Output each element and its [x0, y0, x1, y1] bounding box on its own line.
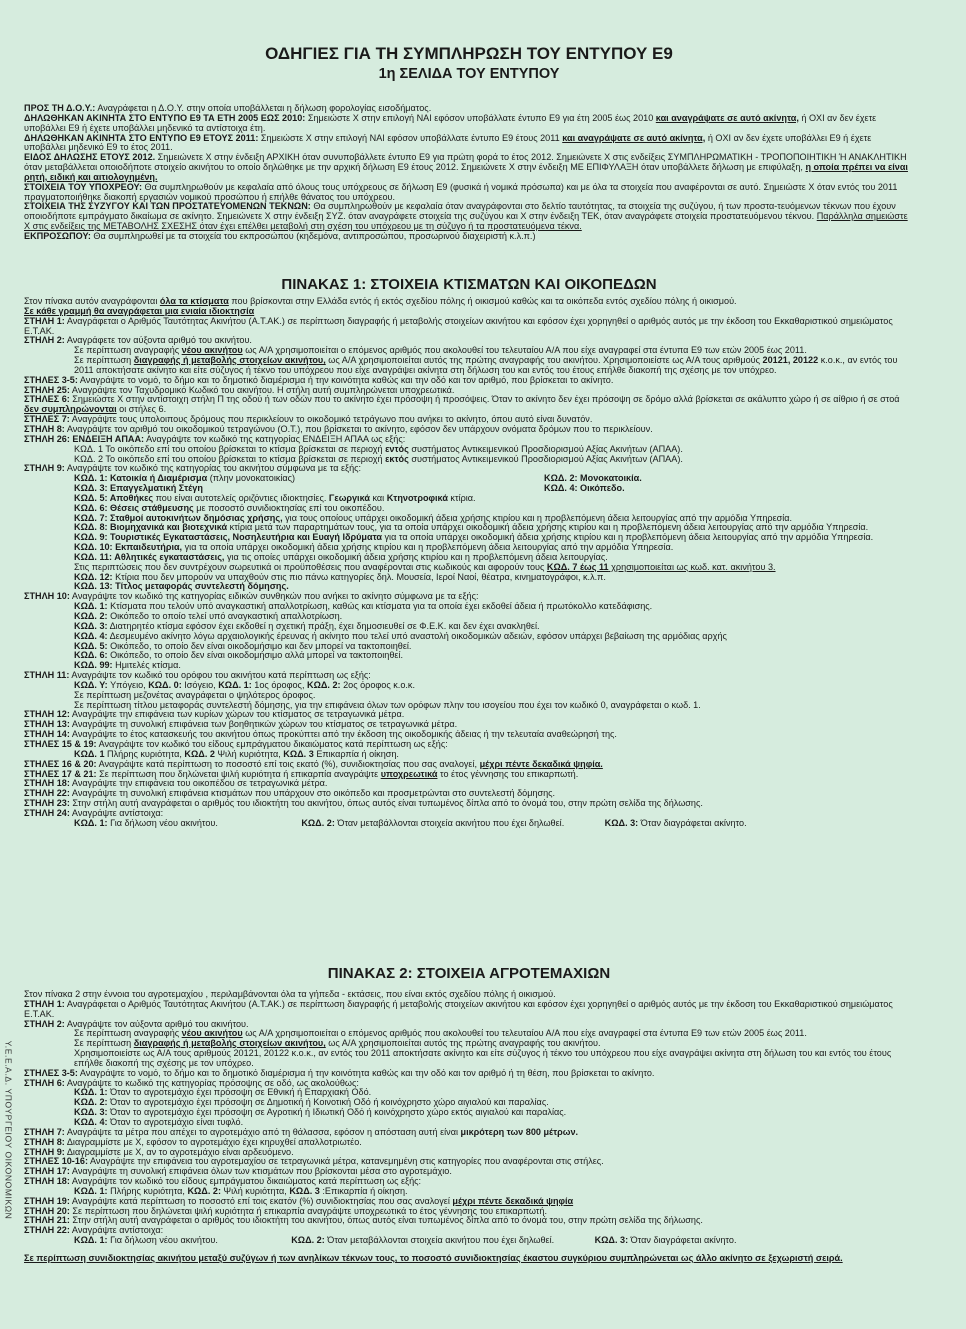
representative-paragraph [24, 232, 914, 242]
t1-col8-label: ΣΤΗΛΗ 8: [24, 423, 65, 434]
t1-col3-label: ΣΤΗΛΕΣ 3-5: [24, 374, 78, 385]
t1-col26-k2-text: ΚΩΔ. 2 Το οικόπεδο επί του οποίου βρίσκεται το κτίσμα βρίσκεται σε περιοχή [74, 453, 386, 464]
t1-k4: ΚΩΔ. 4: Οικόπεδο. [544, 483, 625, 494]
t1-actions [24, 819, 914, 829]
declared-2005-label: ΔΗΛΩΘΗΚΑΝ ΑΚΙΝΗΤΑ ΣΤΟ ΕΝΤΥΠΟ Ε9 ΤΑ ΕΤΗ 2005 ΕΩΣ 2010: [24, 112, 306, 123]
table1-intro-a: Στον πίνακα αυτόν αναγράφονται [24, 296, 160, 306]
t2-f1-label: ΚΩΔ. 1: [74, 1087, 108, 1098]
t1-col10-text: Αναγράψτε τον κωδικό της κατηγορίας ειδικών συνθηκών που ανήκει το ακίνητο σύμφωνα με τα εξής: [69, 591, 479, 602]
t2-right-usufruct-text: :Επικαρπία ή οίκηση. [319, 1185, 408, 1196]
declared-2005-paragraph [24, 114, 914, 134]
t2-col2-del-c: Χρησιμοποιείστε ως Α/Α τους αριθμούς 20121, 20122 κ.ο.κ., αν εντός του 2011 αποκτήσατε ακίνητο και είτε σύζυγος ή τέκνο του υπόχρεου που είχε αναγράψει ακίνητα στη δήλωση του και εντός του έτους επήλθε διακοπή της σχέσης με τον υπόχρεο. [74, 1048, 892, 1068]
t1-k1-note: (πλην μονοκατοικίας) [207, 473, 296, 484]
table1-intro-b: που βρίσκονται στην Ελλάδα εντός ή εκτός σχεδίου πόλης ή οικισμού καθώς και τα οικόπεδα εντός σχεδίου πόλης ή οικισμού. [228, 296, 737, 306]
t1-col26-k1-emphasis: εντός [385, 443, 409, 454]
t1-col16-text: Αναγράψτε κατά περίπτωση το ποσοστό επί τοις εκατό (%), συνιδιοκτησίας που σας αναλογεί, [96, 758, 480, 769]
t2-right-full-label: ΚΩΔ. 1: [74, 1185, 108, 1196]
t1-col1-text: Αναγράφεται ο Αριθμός Ταυτότητας Ακινήτου (Α.Τ.ΑΚ.) σε περίπτωση διαγραφής ή μεταβολής στοιχείων ακινήτου και εφόσον έχει χορηγηθεί ο αριθμός αυτός με την έκδοση του Εκκαθαριστικού σημειώματος Ε.Τ.ΑΚ. [24, 315, 893, 336]
t1-k5-emphasis-2: Κτηνοτροφικά [386, 492, 448, 503]
t1-s2-label: ΚΩΔ. 2: [74, 611, 108, 621]
t1-s99-label: ΚΩΔ. 99: [74, 660, 113, 671]
t1-action-change-label: ΚΩΔ. 2: [301, 817, 335, 828]
t2-col2-del-a: Σε περίπτωση [74, 1038, 134, 1049]
subject-paragraph [24, 183, 914, 203]
t1-k5-label: ΚΩΔ. 5: Αποθήκες [74, 492, 154, 503]
t1-col1 [24, 317, 914, 337]
subject-label: ΣΤΟΙΧΕΙΑ ΤΟΥ ΥΠΟΧΡΕΟΥ: [24, 181, 142, 192]
t1-floor-second-label: ΚΩΔ. 2: [307, 679, 341, 690]
t2-col2-new-emphasis: νέου ακινήτου [181, 1028, 243, 1039]
table2-section [24, 990, 914, 1264]
t2-col21-label: ΣΤΗΛΗ 21: [24, 1215, 70, 1226]
t1-col2-del [24, 356, 914, 376]
page-subtitle: 1η ΣΕΛΙΔΑ ΤΟΥ ΕΝΤΥΠΟΥ [378, 66, 560, 82]
t2-col1 [24, 1000, 914, 1020]
t1-right-full-text: Πλήρης κυριότητα, [104, 748, 185, 759]
declaration-type-emphasis: η οποία πρέπει να είναι ρητή, ειδική και αιτιολογημένη. [24, 162, 908, 182]
t2-col1-label: ΣΤΗΛΗ 1: [24, 998, 65, 1009]
t1-k5-text: που είναι αυτοτελείς οριζόντιες ιδιοκτησίες. [153, 492, 329, 503]
t1-action-new-label: ΚΩΔ. 1: [74, 817, 108, 828]
declaration-type-text: Σημειώνετε Χ στην ένδειξη ΑΡΧΙΚΗ όταν συνυποβάλλετε έντυπο Ε9 για πρώτη φορά το έτος 2012. Σημειώνετε Χ στις ενδείξεις ΣΥΜΠΛΗΡΩΜΑΤΙΚΗ - ΤΡΟΠΟΠΟΙΗΤΙΚΗ Ή ΑΝΑΚΛΗΤΙΚΗ όταν μεταβάλλεται οποιοδήποτε στοιχείο ακινήτου το οποίο δηλώθηκε με την αρχική δήλωση Ε9 έτους 2012. Σημειώνετε Χ στην ένδειξη ΜΕ ΕΠΙΦΥΛΑΞΗ όταν υποβάλλετε δήλωση με επιφύλαξη, [24, 152, 907, 173]
t1-col24-text: Αναγράψτε αντίστοιχα: [69, 807, 164, 818]
t2-f2-text: Όταν το αγροτεμάχιο έχει πρόσοψη σε Δημοτική ή Κοινοτική Οδό ή κοινόχρηστο χώρο αιγιαλού και παραλίας. [107, 1097, 549, 1108]
spouse-label: ΣΤΟΙΧΕΙΑ ΤΗΣ ΣΥΖΥΓΟΥ ΚΑΙ ΤΩΝ ΠΡΟΣΤΑΤΕΥΟΜΕΝΩΝ ΤΕΚΝΩΝ: [24, 201, 311, 212]
t1-col2-new-b: ως Α/Α χρησιμοποιείται ο επόμενος αριθμός που ακολουθεί του τελευταίου Α/Α που είχε αναγραφεί στα έντυπα Ε9 των ετών 2005 έως 2011. [242, 345, 807, 356]
t1-s6-label: ΚΩΔ. 6: [74, 650, 108, 661]
t1-col7-label: ΣΤΗΛΕΣ 7: [24, 414, 70, 425]
t2-col7-label: ΣΤΗΛΗ 7: [24, 1126, 65, 1137]
t1-col17-text: Σε περίπτωση που δηλώνεται ψιλή κυριότητα ή επικαρπία αναγράψτε [96, 768, 381, 779]
t1-col26-k1-text: ΚΩΔ. 1 Το οικόπεδο επί του οποίου βρίσκεται το κτίσμα βρίσκεται σε περιοχή [74, 443, 386, 454]
declared-2005-emphasis: και αναγράψατε σε αυτό ακίνητα, [655, 112, 799, 123]
t1-col26-text: Αναγράψτε τον κωδικό της κατηγορίας ΕΝΔΕΙΞΗ ΑΠΑΑ ως εξής: [144, 433, 406, 444]
t1-k12-text: Κτίρια που δεν μπορούν να υπαχθούν στις πιο πάνω κατηγορίες δηλ. Μουσεία, Ιεροί Ναοί, θέατρα, κινηματογράφοι, κ.λ.π. [112, 571, 606, 582]
t1-col16-emphasis: μέχρι πέντε δεκαδικά ψηφία. [479, 758, 603, 769]
t2-col22-label: ΣΤΗΛΗ 22: [24, 1225, 70, 1236]
t1-col6-tail: οι στήλες 6. [116, 404, 167, 415]
t1-col26-k2-tail: συστήματος Αντικειμενικού Προσδιορισμού Αξίας Ακινήτων (ΑΠΑΑ). [408, 453, 683, 464]
t1-col10-label: ΣΤΗΛΗ 10: [24, 591, 70, 602]
declared-2011-paragraph [24, 134, 914, 154]
t1-k5-emphasis: Γεωργικά [328, 492, 370, 503]
t2-col20-text: Σε περίπτωση που δηλώνεται ψιλή κυριότητα ή επικαρπία αναγράψτε υποχρεωτικά το έτος γέννησης του επικαρπωτή. [69, 1205, 547, 1216]
t1-k9-label: ΚΩΔ. 9: Τουριστικές Εγκαταστάσεις, Νοσηλευτήρια και Ευαγή Ιδρύματα [74, 532, 382, 543]
t2-col22-text: Αναγράψτε αντίστοιχα: [69, 1225, 164, 1236]
t1-right-usufruct-text: Επικαρπία ή οίκηση. [313, 748, 399, 759]
t2-col19-text: Αναγράψτε κατά περίπτωση το ποσοστό επί τοις εκατόν (%) συνιδιοκτησίας που σας αναλογεί [69, 1195, 453, 1206]
t1-floor-basement-label: ΚΩΔ. Υ: [74, 679, 108, 690]
instructions-page [24, 0, 920, 1329]
t1-k1: ΚΩΔ. 1: Κατοικία ή Διαμέρισμα [74, 473, 208, 484]
t1-col17-tail: το έτος γέννησης του επικαρπωτή. [437, 768, 579, 779]
t1-right-full-label: ΚΩΔ. 1 [74, 748, 105, 759]
t2-action-delete-text: Όταν διαγράφεται ακίνητο. [628, 1235, 737, 1246]
representative-label: ΕΚΠΡΟΣΩΠΟΥ: [24, 230, 91, 241]
t1-k6-text: με ποσοστό συνιδιοκτησίας επί του οικοπέδου. [193, 502, 385, 513]
t2-col10-label: ΣΤΗΛΕΣ 10-16: [24, 1156, 88, 1167]
t2-col17-text: Αναγράψτε τη συνολική επιφάνεια όλων των κτισμάτων που βρίσκονται μέσα στο αγροτεμάχιο. [69, 1166, 452, 1177]
t1-s5-label: ΚΩΔ. 5: [74, 640, 108, 651]
t1-col6-text: Σημειώστε Χ στην αντίστοιχη στήλη Π της οδού ή των οδών που το ακίνητο έχει πρόσοψη ή προσόψεις. Όταν το ακίνητο δεν έχει πρόσοψη σε δρόμο αλλά βρίσκεται σε ακάλυπτο χώρο ή σε αίθριο ή σε στοά [69, 394, 900, 405]
page-title: ΟΔΗΓΙΕΣ ΓΙΑ ΤΗ ΣΥΜΠΛΗΡΩΣΗ ΤΟΥ ΕΝΤΥΠΟΥ Ε9 [265, 44, 673, 63]
t2-f3-text: Όταν το αγροτεμάχιο έχει πρόσοψη σε Αγροτική ή Ιδιωτική Οδό ή κοινόχρηστο χώρο εκτός αιγιαλού και παραλίας. [107, 1107, 567, 1118]
t1-s2-text: Οικόπεδο το οποίο τελεί υπό αναγκαστική απαλλοτρίωση. [107, 611, 343, 621]
t1-floors-note-2: Σε περίπτωση τίτλου μεταφοράς συντελεστή δόμησης, για την επιφάνεια όλων των ορόφων πλην του ισογείου που έχει τον κωδικό 0, αναγράφεται ο κωδ. 1. [74, 699, 701, 710]
t1-col22-label: ΣΤΗΛΗ 22: [24, 788, 70, 799]
t1-k-note-emphasis: ΚΩΔ. 7 έως 11 [546, 561, 609, 572]
t1-k3: ΚΩΔ. 3: Επαγγελματική Στέγη [74, 483, 203, 494]
t1-k10-text: για τα οποία υπάρχει οικοδομική άδεια χρήσης κτιρίου και η προβλεπόμενη άδεια λειτουργίας από την αρμόδια Υπηρεσία. [182, 542, 674, 553]
t1-col2-del-a: Σε περίπτωση [74, 355, 134, 366]
t1-col2-new-emphasis: νέου ακινήτου [181, 345, 243, 356]
t1-col14-label: ΣΤΗΛΗ 14: [24, 729, 70, 740]
t1-col25-label: ΣΤΗΛΗ 25: [24, 384, 70, 395]
t1-col16-label: ΣΤΗΛΕΣ 16 & 20: [24, 758, 97, 769]
declaration-type-paragraph [24, 153, 914, 183]
side-caption [0, 960, 16, 1300]
t1-col11-label: ΣΤΗΛΗ 11: [24, 670, 70, 681]
table2-intro: Στον πίνακα 2 στην έννοια του αγροτεμαχίου , περιλαμβάνονται όλα τα γήπεδα - εκτάσεις, που είναι εκτός σχεδίου πόλης ή οικισμού. [24, 989, 556, 999]
t2-col19-emphasis: μέχρι πέντε δεκαδικά ψηφία [452, 1195, 574, 1206]
t2-f1-text: Όταν το αγροτεμάχιο έχει πρόσοψη σε Εθνική ή Επαρχιακή Οδό. [107, 1087, 372, 1098]
t1-k6-label: ΚΩΔ. 6: Θέσεις στάθμευσης [74, 502, 194, 513]
t2-col2-del-emphasis: διαγραφής ή μεταβολής στοιχείων ακινήτου, [133, 1038, 326, 1049]
t2-action-new-text: Για δήλωση νέου ακινήτου. [107, 1235, 218, 1246]
t1-col26-k2-emphasis: εκτός [385, 453, 409, 464]
t1-action-delete-label: ΚΩΔ. 3: [604, 817, 639, 828]
t1-col15-label: ΣΤΗΛΕΣ 15 & 19: [24, 738, 97, 749]
t1-col13-label: ΣΤΗΛΗ 13: [24, 719, 70, 730]
t1-right-bare-text: Ψιλή κυριότητα, [214, 748, 284, 759]
t2-col6-label: ΣΤΗΛΗ 6: [24, 1077, 65, 1088]
t1-k-note-a: Στις περιπτώσεις που δεν συντρέχουν σωρευτικά οι προϋποθέσεις που αναφέρονται στις κωδικούς και αφορούν τους [74, 561, 547, 572]
t1-floor-ground-text: Ισόγειο, [181, 679, 219, 690]
t2-action-change-text: Όταν μεταβάλλονται στοιχεία ακινήτου που έχει δηλωθεί. [324, 1235, 555, 1246]
t2-right-bare-text: Ψιλή κυριότητα, [221, 1185, 290, 1196]
t2-col7-emphasis: μικρότερη των 800 μέτρων. [460, 1126, 579, 1137]
t1-col7-text: Αναγράψτε τους υπολοιπους δρόμους που περικλείουν το οικοδομικό τετράγωνο που ανήκει το ακίνητο, όπου αυτό είναι δυνατόν. [69, 414, 593, 425]
t1-k10-label: ΚΩΔ. 10: Εκπαιδευτήρια, [74, 542, 183, 553]
declared-2011-tail: ή ΟΧΙ αν δεν έχετε υποβάλλει Ε9 ή έχετε υποβάλλει μηδενικό Ε9 το έτος 2011. [24, 132, 872, 153]
t2-f3-label: ΚΩΔ. 3: [74, 1107, 108, 1118]
t2-col3-text: Αναγράψτε το νομό, το δήμο και το δημοτικό διαμέρισμα ή την κοινότητα καθώς και την οδό και τον αριθμό ή τη θέση, που βρίσκεται το ακίνητο. [77, 1067, 655, 1078]
t1-col3-text: Αναγράψτε το νομό, το δήμο και το δημοτικό διαμέρισμα ή την κοινότητα καθώς και την οδό και τον αριθμό, που βρίσκεται το ακίνητο. [77, 374, 614, 385]
t1-col2-del-b: ως Α/Α χρησιμοποιείται αυτός της πρώτης αναγραφής του ακινήτου. Χρησιμοποιείστε ως Α/Α τους αριθμούς [325, 355, 763, 366]
t1-col9-label: ΣΤΗΛΗ 9: [24, 463, 65, 474]
t2-right-usufruct-label: ΚΩΔ. 3 [289, 1185, 320, 1196]
t1-k-note-b: χρησιμοποιείται ως κωδ. κατ. ακινήτου 3. [608, 561, 776, 572]
t2-right-bare-label: ΚΩΔ. 2: [187, 1185, 221, 1196]
t1-s4-label: ΚΩΔ. 4: [74, 630, 108, 641]
t1-col1-label: ΣΤΗΛΗ 1: [24, 315, 65, 326]
table1-title: ΠΙΝΑΚΑΣ 1: ΣΤΟΙΧΕΙΑ ΚΤΙΣΜΑΤΩΝ ΚΑΙ ΟΙΚΟΠΕΔΩΝ [281, 276, 657, 293]
t1-s1-text: Κτίσματα που τελούν υπό αναγκαστική απαλλοτρίωση, καθώς και κτίσματα για τα οποία έχει εκδοθεί άδεια ή πρωτόκολλο κατεδάφισης. [107, 601, 653, 612]
t1-col26-label: ΣΤΗΛΗ 26: ΕΝΔΕΙΞΗ ΑΠΑΑ: [24, 433, 145, 444]
t2-f2-label: ΚΩΔ. 2: [74, 1097, 108, 1108]
doy-label: ΠΡΟΣ ΤΗ Δ.Ο.Υ.: [24, 103, 96, 113]
t1-action-change-text: Όταν μεταβάλλονται στοιχεία ακινήτου που έχει δηλωθεί. [334, 817, 565, 828]
spouse-text: Θα συμπληρωθούν με κεφαλαία όταν αναγράφονται στο δελτίο ταυτότητας, τα στοιχεία της συζύγου, ή των προστα-τευόμενων τέκνων που έχουν οποιοδήποτε εμπράγματο δικαίωμα σε ακίνητο. Σημειώνετε Χ στην ένδειξη ΣΥΖ. όταν αναγράφετε στοιχεία της συζύγου και Χ στην ένδειξη ΤΕΚ, όταν αναγράφετε στοιχεία προστατευόμενου τέκνου. [24, 201, 896, 222]
t1-action-delete-text: Όταν διαγράφεται ακίνητο. [638, 817, 747, 828]
t2-col21-text: Στην στήλη αυτή αναγράφεται ο αριθμός του ιδιοκτήτη του ακινήτου, όπως αυτός είναι τυπωμένος δίπλα από το όνομά του, στην πρώτη σελίδα της δήλωσης. [69, 1215, 703, 1226]
t2-col2-del-b: ως Α/Α χρησιμοποιείται αυτός της πρώτης αναγραφής του ακινήτου. [325, 1038, 601, 1049]
declared-2011-text: Σημειώστε Χ στην επιλογή ΝΑΙ εφόσον υποβάλλατε έντυπο Ε9 έτους 2011 [258, 132, 563, 143]
t1-right-bare-label: ΚΩΔ. 2 [184, 748, 215, 759]
t1-col9-text: Αναγράψτε τον κωδικό της κατηγορίας του ακινήτου σύμφωνα με τα εξής: [64, 463, 362, 474]
t1-col6-emphasis: δεν συμπληρώνονται [24, 404, 117, 415]
declared-2011-label: ΔΗΛΩΘΗΚΑΝ ΑΚΙΝΗΤΑ ΣΤΟ ΕΝΤΥΠΟ Ε9 ΕΤΟΥΣ 2011: [24, 132, 259, 143]
t2-action-new-label: ΚΩΔ. 1: [74, 1235, 108, 1246]
t1-s3-text: Διατηρητέο κτίσμα εφόσον έχει εκδοθεί η σχετική πράξη, έχει δημοσιευθεί σε Φ.Ε.Κ. και δεν έχει ανακληθεί. [107, 620, 540, 631]
t2-col9-label: ΣΤΗΛΗ 9: [24, 1146, 65, 1157]
declared-2005-text: Σημειώστε Χ στην επιλογή ΝΑΙ εφόσον υποβάλλατε έντυπο Ε9 για έτη 2005 έως 2010 [305, 112, 656, 123]
t1-k11-label: ΚΩΔ. 11: Αθλητικές εγκαταστάσεις, [74, 551, 225, 562]
t1-s1-label: ΚΩΔ. 1: [74, 601, 108, 612]
side-caption-text: Υ.Ε.Ε.Α.Δ. ΥΠΟΥΡΓΕΙΟΥ ΟΙΚΟΝΟΜΙΚΩΝ [3, 1040, 13, 1220]
spouse-emphasis: Παράλληλα σημειώστε Χ στις ενδείξεις της ΜΕΤΑΒΟΛΗΣ ΣΧΕΣΗΣ όταν έχει επέλθει μεταβολή στη σχέση του υπόχρεου με τη σύζυγο ή τα προστατευόμενα τέκνα. [24, 211, 908, 232]
t2-col7-text: Αναγράψτε τα μέτρα που απέχει το αγροτεμάχιο από τη θάλασσα, εφόσον η απόσταση αυτή είναι [64, 1126, 461, 1137]
t1-floor-ground-label: ΚΩΔ. 0: [148, 679, 182, 690]
t1-s99-text: Ημιτελές κτίσμα. [112, 660, 181, 671]
t1-col17-emphasis: υποχρεωτικά [380, 768, 438, 779]
t1-col15-text: Αναγράψτε τον κωδικό του είδους εμπράγματου δικαιώματος κατά περίπτωση ως εξής: [96, 738, 448, 749]
t1-floor-first-text: 1ος όροφος, [251, 679, 307, 690]
t1-k13: ΚΩΔ. 13: Τίτλος μεταφοράς συντελεστή δόμησης. [74, 581, 289, 592]
t2-col19-label: ΣΤΗΛΗ 19: [24, 1195, 70, 1206]
t1-col25-text: Αναγράψτε τον Ταχυδρομικό Κωδικό του ακινήτου. Η στήλη αυτή συμπληρώνεται υποχρεωτικά. [69, 384, 455, 395]
t2-col8-label: ΣΤΗΛΗ 8: [24, 1136, 65, 1147]
t1-col13-text: Αναγράψτε τη συνολική επιφάνεια των βοηθητικών χώρων του κτίσματος σε τετραγωνικά μέτρα. [69, 719, 458, 730]
t1-k7-text: για τους οποίους υπάρχει οικοδομική άδεια χρήσης κτιρίου και η προβλεπόμενη άδεια λειτουργίας από την αρμόδια Υπηρεσία. [282, 512, 793, 523]
t1-col12-label: ΣΤΗΛΗ 12: [24, 709, 70, 720]
t2-action-change-label: ΚΩΔ. 2: [291, 1235, 325, 1246]
t1-floor-second-text: 2ος όροφος κ.ο.κ. [340, 679, 415, 690]
table1-intro-emphasis: όλα τα κτίσματα [159, 296, 229, 306]
t1-s6-text: Οικόπεδο, το οποίο δεν είναι οικοδομήσιμο αλλά μπορεί να τακτοποιηθεί. [107, 650, 404, 661]
t1-k5-and: και [369, 492, 387, 503]
t1-col17-label: ΣΤΗΛΕΣ 17 & 21: [24, 768, 97, 779]
t2-col2-new-b: ως Α/Α χρησιμοποιείται ο επόμενος αριθμός που ακολουθεί του τελευταίου Α/Α που είχε αναγραφεί στα έντυπα Ε9 των ετών 2005 έως 2011. [242, 1028, 807, 1039]
t1-action-new-text: Για δήλωση νέου ακινήτου. [107, 817, 218, 828]
t1-col6 [24, 395, 914, 415]
t2-col2-text: Αναγράψτε τον αύξοντα αριθμό του ακινήτου. [64, 1018, 249, 1029]
t1-col2-new-a: Σε περίπτωση αναγραφής [74, 345, 182, 356]
co-ownership-note: Σε περίπτωση συνιδιοκτησίας ακινήτου μεταξύ συζύγων ή των ανηλίκων τέκνων τους, το ποσοστό συνιδιοκτησίας έκαστου συγκύριου συμπληρώνεται ως άλλο ακίνητο σε ξεχωριστή σειρά. [24, 1252, 843, 1263]
spouse-paragraph [24, 202, 914, 232]
t1-k7-label: ΚΩΔ. 7: Σταθμοί αυτοκινήτων δημόσιας χρήσης, [74, 512, 283, 523]
t2-col6-text: Αναγράψτε το κωδικό της κατηγορίας πρόσοψης σε οδό, ως ακολούθως: [64, 1077, 359, 1088]
t1-k12-label: ΚΩΔ. 12: [74, 571, 113, 582]
table1-section [24, 297, 914, 829]
t1-col22-text: Αναγράψτε τη συνολική επιφάνεια κτισμάτων που υπάρχουν στο οικόπεδο και προσμετρώνται στο συντελεστή δόμησης. [69, 788, 556, 799]
t1-col18-text: Αναγράψτε την επιφάνεια του οικοπέδου σε τετραγωνικά μέτρα. [69, 778, 328, 789]
t2-right-full-text: Πλήρης κυριότητα, [107, 1185, 188, 1196]
one-line-rule: Σε κάθε γραμμή θα αναγράφεται μια ενιαία ιδιοκτησία [24, 305, 255, 316]
t1-floor-basement-text: Υπόγειο, [107, 679, 149, 690]
intro-section [24, 104, 914, 242]
t1-right-usufruct-label: ΚΩΔ. 3 [283, 748, 314, 759]
declaration-type-label: ΕΙΔΟΣ ΔΗΛΩΣΗΣ ΕΤΟΥΣ 2012. [24, 152, 156, 163]
t1-col14-text: Αναγράψτε το έτος κατασκευής του ακινήτου όπως προκύπτει από την έκδοση της οικοδομικής άδειας ή την τελευταία αναθεώρησή της. [69, 729, 617, 740]
t2-col20-label: ΣΤΗΛΗ 20: [24, 1205, 70, 1216]
declared-2005-tail: ή ΟΧΙ αν δεν έχετε υποβάλλει Ε9 ή έχετε υποβάλλει μηδενικό τα αντίστοιχα έτη. [24, 112, 877, 133]
t1-k11-text: για τις οποίες υπάρχει οικοδομική άδεια χρήσης κτιρίου και η προβλεπόμενη άδεια λειτουργίας. [224, 551, 608, 562]
t2-f4-label: ΚΩΔ. 4: [74, 1116, 108, 1127]
t1-s3-label: ΚΩΔ. 3: [74, 620, 108, 631]
t1-k8-text: κτίρια μετά των παραρτημάτων τους, για τα οποία υπάρχει οικοδομική άδεια χρήσης κτιρίου και η προβλεπόμενη άδεια λειτουργίας από την αρμόδια Υπηρεσία. [227, 522, 869, 533]
t1-col12-text: Αναγράψτε την επιφάνεια των κυρίων χώρων του κτίσματος σε τετραγωνικά μέτρα. [69, 709, 405, 720]
t2-col2-new-a: Σε περίπτωση αναγραφής [74, 1028, 182, 1039]
t2-col8-text: Διαγραμμίστε με Χ, εφόσον το αγροτεμάχιο έχει κηρυχθεί απαλλοτριωτέο. [64, 1136, 362, 1147]
t2-col1-text: Αναγράφεται ο Αριθμός Ταυτότητας Ακινήτου (Α.Τ.ΑΚ.) σε περίπτωση διαγραφής ή μεταβολής στοιχείων ακινήτου και εφόσον έχει χορηγηθεί ο αριθμός αυτός με την έκδοση του Εκκαθαριστικού σημειώματος Ε.Τ.ΑΚ. [24, 998, 893, 1019]
t2-f4-text: Όταν το αγροτεμάχιο είναι τυφλό. [107, 1116, 244, 1127]
t2-col18-text: Αναγράψτε τον κωδικό του είδους εμπράγματου δικαιώματος κατά περίπτωση ως εξής: [69, 1176, 422, 1187]
t1-col18-label: ΣΤΗΛΗ 18: [24, 778, 70, 789]
t1-floor-first-label: ΚΩΔ. 1: [218, 679, 252, 690]
table2-title: ΠΙΝΑΚΑΣ 2: ΣΤΟΙΧΕΙΑ ΑΓΡΟΤΕΜΑΧΙΩΝ [327, 965, 611, 982]
t1-col2-del-c: κ.ο.κ., αν εντός του 2011 αποκτήσατε ακίνητο και είτε σύζυγος ή τέκνο του υπόχρεου που είχε αναγράψει ακίνητα στη δήλωση του και εντός του έτους επήλθε διακοπή της σχέσης με τον υπόχρεο. [74, 355, 898, 375]
t1-floors-note: Σε περίπτωση μεζονέτας αναγράφεται ο ψηλότερος όροφος. [74, 689, 316, 700]
t1-col2-text: Αναγράφετε τον αύξοντα αριθμό του ακινήτου. [64, 335, 252, 346]
representative-text: Θα συμπληρωθεί με τα στοιχεία του εκπροσώπου (κηδεμόνα, αντιπροσώπου, προσωρινού διαχειριστή κ.λ.π.) [90, 230, 536, 241]
t2-col3-label: ΣΤΗΛΕΣ 3-5: [24, 1067, 78, 1078]
t2-action-delete-label: ΚΩΔ. 3: [594, 1235, 629, 1246]
t1-s5-text: Οικόπεδο, το οποίο δεν είναι οικοδομήσιμο και δεν μπορεί να τακτοποιηθεί. [107, 640, 412, 651]
t1-k2: ΚΩΔ. 2: Μονοκατοικία. [544, 473, 642, 484]
t1-col2-label: ΣΤΗΛΗ 2: [24, 335, 65, 346]
t1-col23-text: Στην στήλη αυτή αναγράφεται ο αριθμός του ιδιοκτήτη του ακινήτου, όπως αυτός είναι τυπωμένος δίπλα από το όνομά του, στην πρώτη σελίδα της δήλωσης. [69, 798, 703, 809]
declared-2011-emphasis: και αναγράψατε σε αυτό ακίνητα, [562, 132, 706, 143]
t2-col10-text: Αναγράψτε την επιφάνεια του αγροτεμαχίου σε τετραγωνικά μέτρα, κατανεμημένη στις κατηγορίες που αναφέρονται στις στήλες. [87, 1156, 604, 1167]
t1-col2-del-nums: 20121, 20122 [762, 355, 819, 366]
t1-col11-text: Αναγράψτε τον κωδικό του ορόφου του ακινήτου κατά περίπτωση ως εξής: [69, 670, 371, 681]
t2-col2-label: ΣΤΗΛΗ 2: [24, 1018, 65, 1029]
t1-col2-del-emphasis: διαγραφής ή μεταβολής στοιχείων ακινήτου, [133, 355, 326, 366]
t1-col24-label: ΣΤΗΛΗ 24: [24, 807, 70, 818]
t1-col26-k1-tail: συστήματος Αντικειμενικού Προσδιορισμού Αξίας Ακινήτων (ΑΠΑΑ). [408, 443, 683, 454]
t1-col23-label: ΣΤΗΛΗ 23: [24, 798, 70, 809]
t2-col18-label: ΣΤΗΛΗ 18: [24, 1176, 70, 1187]
t2-actions [24, 1236, 914, 1246]
t1-k8-label: ΚΩΔ. 8: Βιομηχανικά και βιοτεχνικά [74, 522, 228, 533]
subject-text: Θα συμπληρωθούν με κεφαλαία από όλους τους υπόχρεους σε δήλωση Ε9 (φυσικά ή νομικά πρόσωπα) και με όλα τα στοιχεία που αναφέρονται σε αυτό. Σημειώστε Χ όταν εντός του 2011 πραγματοποιήθηκε διακοπή εργασιών νομικού προσώπου ή επήλθε θάνατος του υπόχρεου. [24, 181, 898, 202]
t1-col6-label: ΣΤΗΛΕΣ 6: [24, 394, 70, 405]
t1-col8-text: Αναγράψτε τον αριθμό του οικοδομικού τετραγώνου (Ο.Τ.), που βρίσκεται το ακίνητο, εφόσον δεν υπάρχουν ονόματα δρόμων που το περικλείουν. [64, 423, 653, 434]
t1-k9-text: για τα οποία υπάρχει οικοδομική άδεια χρήσης κτιρίου και η προβλεπόμενη άδεια λειτουργίας από την αρμόδια Υπηρεσία. [381, 532, 874, 543]
t2-col17-label: ΣΤΗΛΗ 17: [24, 1166, 70, 1177]
t2-col9-text: Διαγραμμίστε με Χ, αν το αγροτεμάχιο είναι αρδευόμενο. [64, 1146, 294, 1157]
t1-k5-tail: κτίρια. [447, 492, 476, 503]
t1-s4-text: Δεσμευμένο ακίνητο λόγω αρχαιολογικής έρευνας ή ακίνητο που τελεί υπό αναστολή οικοδομικών αδειών, εφόσον υπάρχει βεβαίωση της αρμόδιας αρχής [107, 630, 727, 641]
doy-text: Αναγράφεται η Δ.Ο.Υ. στην οποία υποβάλλεται η δήλωση φορολογίας εισοδήματος. [95, 103, 432, 113]
